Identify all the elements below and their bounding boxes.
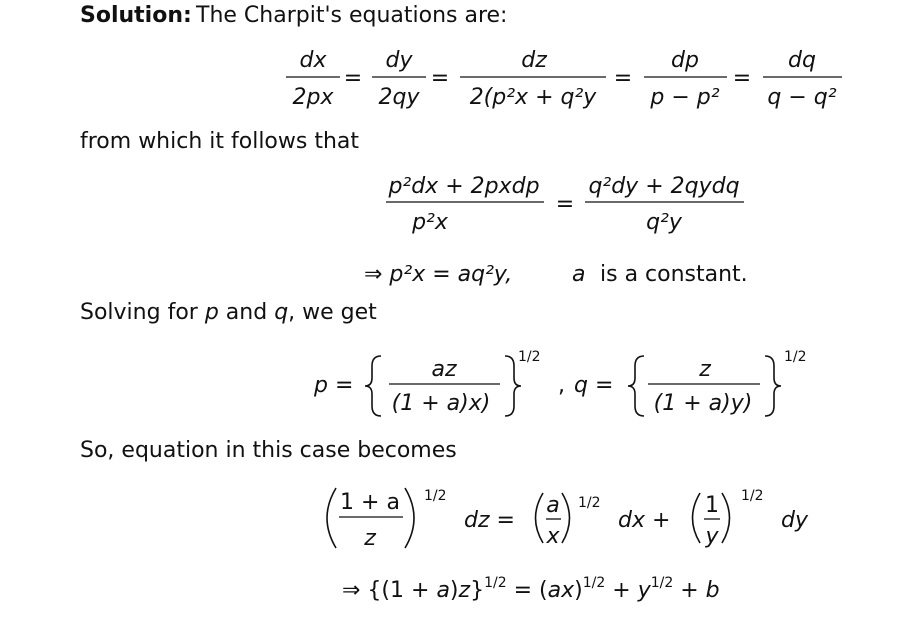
p-left-brace [365,356,381,416]
solving-suffix: , we get [288,300,377,325]
ratio-right-num: q²dy + 2qydq [588,174,740,199]
charpit-den-5: q − q² [767,85,837,110]
charpit-num-2: dy [385,48,413,73]
ratio-equation [386,174,744,235]
term-a-exponent: 1/2 [424,488,447,504]
charpit-den-1: 2px [292,85,334,110]
solving-prefix: Solving for [80,300,198,325]
final-expression: ⇒ $\{(1 + a)z\}^{1/2} = (ax)^{1/2} + y^{1/2} + b$ [342,575,720,603]
charpit-den-2: 2qy [378,85,420,110]
term-c-exponent: 1/2 [741,488,764,504]
ratio-left-num: p²dx + 2pxdp [388,174,540,199]
follows-text: from which it follows that [80,129,360,154]
charpit-equals-1: = [343,66,363,91]
relation-expression: ⇒ p²x = aq²y, [364,262,513,287]
solution-label: Solution: [80,3,192,28]
ratio-right-den: q²y [646,210,682,235]
solution-intro-text: The Charpit's equations are: [196,3,508,28]
q-left-brace [628,356,644,416]
term-c-denominator: y [705,524,719,549]
charpit-den-3: 2(p²x + q²y [469,85,597,110]
final-result [342,575,720,603]
so-text: So, equation in this case becomes [80,438,457,463]
dx-plus: dx + [618,508,671,533]
term-b-exponent: 1/2 [578,495,601,511]
p-exponent: 1/2 [518,349,541,365]
q-lhs: q = [574,373,614,398]
q-numerator: z [699,357,711,382]
charpit-equals-4: = [732,66,752,91]
q-denominator: (1 + a)y) [653,391,753,416]
p-denominator: (1 + a)x) [391,391,491,416]
solving-and: and [225,300,268,325]
ratio-equals: = [555,192,575,217]
p-right-brace [505,356,521,416]
term-c-left-paren [693,493,701,543]
q-right-brace [765,356,781,416]
term-a-denominator: z [364,526,376,551]
charpit-den-4: p − p² [650,85,720,110]
term-b-left-paren [536,493,544,543]
pq-equations [313,349,807,416]
p-lhs: p = [314,373,354,398]
charpit-num-3: dz [521,48,547,73]
total-equation [327,488,809,551]
dy-term: dy [781,508,808,533]
term-c-numerator: 1 [705,493,719,518]
charpit-equals-2: = [430,66,450,91]
term-a-numerator: 1 + a [340,490,400,515]
solving-var-q: q [274,300,289,325]
term-c-right-paren [722,493,730,543]
term-b-denominator: x [546,524,560,549]
charpit-num-1: dx [299,48,327,73]
q-exponent: 1/2 [784,349,807,365]
charpit-equals-3: = [613,66,633,91]
term-a-left-paren [327,488,336,548]
charpit-num-4: dp [671,48,699,73]
relation-constant-text: is a constant. [600,262,748,287]
pq-separator: , [558,373,565,398]
charpit-num-5: dq [788,48,816,73]
p-numerator: az [431,357,457,382]
relation-line [364,262,748,287]
term-b-right-paren [562,493,570,543]
term-a-right-paren [405,488,414,548]
relation-constant-var: a [572,262,586,287]
solving-var-p: p [204,300,219,325]
ratio-left-den: p²x [412,210,448,235]
charpit-equations [286,48,842,110]
term-b-numerator: a [546,493,560,518]
dz-equals: dz = [464,508,515,533]
